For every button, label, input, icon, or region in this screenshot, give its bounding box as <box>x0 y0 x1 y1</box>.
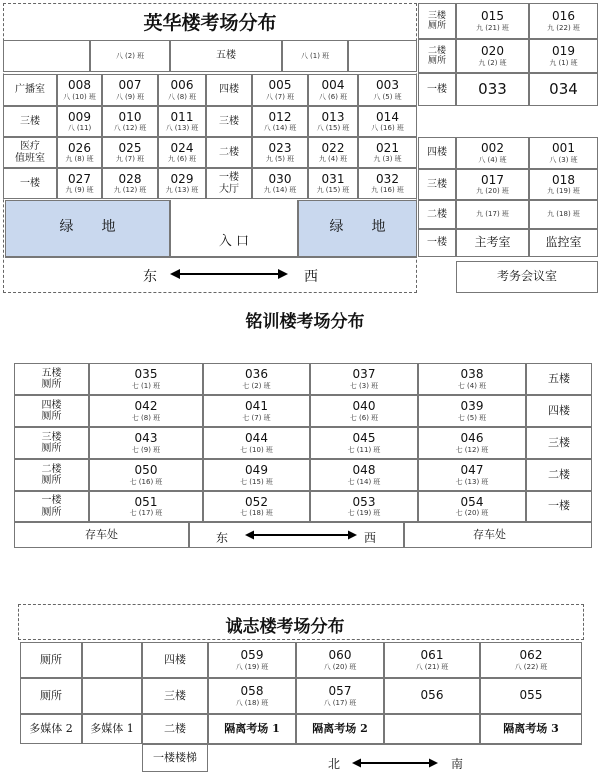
empty-cell <box>3 40 90 72</box>
exam-room: 019 九 (1) 班 <box>529 39 598 73</box>
exam-room: 045 七 (11) 班 <box>310 427 418 459</box>
exam-room: 007 八 (9) 班 <box>102 74 158 106</box>
meeting-room: 考务会议室 <box>456 261 598 293</box>
exam-room: 056 <box>384 678 480 714</box>
exam-room: 046 七 (12) 班 <box>418 427 526 459</box>
toilet-label: 二楼 厕所 <box>418 39 456 73</box>
green-area: 绿 地 <box>5 200 170 257</box>
floor-label: 一楼 <box>418 73 456 106</box>
floor-label: 三楼 <box>206 106 252 137</box>
isolation-room: 隔离考场 1 <box>208 714 296 744</box>
toilet-label: 厕所 <box>20 678 82 714</box>
exam-room: 003 八 (5) 班 <box>358 74 417 106</box>
mingxun-table <box>14 363 592 548</box>
exam-room: 061 八 (21) 班 <box>384 642 480 678</box>
exam-room: 023 九 (5) 班 <box>252 137 308 168</box>
exam-room: 011 八 (13) 班 <box>158 106 206 137</box>
toilet-label: 厕所 <box>20 642 82 678</box>
isolation-room: 隔离考场 3 <box>480 714 582 744</box>
west-label: 西 <box>364 531 377 545</box>
exam-room: 001 八 (3) 班 <box>529 137 598 169</box>
exam-room: 036 七 (2) 班 <box>203 363 310 395</box>
exam-room: 002 八 (4) 班 <box>456 137 529 169</box>
floor-label: 二楼 <box>418 200 456 229</box>
south-label: 南 <box>451 757 464 771</box>
east-label: 东 <box>143 269 157 285</box>
exam-room: 022 九 (4) 班 <box>308 137 358 168</box>
exam-room: 038 七 (4) 班 <box>418 363 526 395</box>
toilet-label: 三楼 厕所 <box>14 427 89 459</box>
exam-room: 031 九 (15) 班 <box>308 168 358 199</box>
exam-room: 016 九 (22) 班 <box>529 3 598 39</box>
chengzhi-title: 诚志楼考场分布 <box>225 617 345 637</box>
empty-cell <box>384 714 480 744</box>
floor-label: 四楼 <box>418 137 456 169</box>
north-label: 北 <box>328 757 341 771</box>
exam-room: 052 七 (18) 班 <box>203 491 310 522</box>
toilet-label: 四楼 厕所 <box>14 395 89 427</box>
bike-parking: 存车处 <box>404 522 592 548</box>
east-west-arrow <box>245 530 357 540</box>
exam-room: 017 九 (20) 班 <box>456 169 529 200</box>
exam-room: 027 九 (9) 班 <box>57 168 102 199</box>
exam-room: 028 九 (12) 班 <box>102 168 158 199</box>
exam-room: 004 八 (6) 班 <box>308 74 358 106</box>
exam-room: 013 八 (15) 班 <box>308 106 358 137</box>
entrance: 入 口 <box>170 200 298 257</box>
exam-room: 043 七 (9) 班 <box>89 427 203 459</box>
media-room: 多媒体 2 <box>20 714 82 744</box>
class-cell: 八 (1) 班 <box>282 40 348 72</box>
exam-room: 040 七 (6) 班 <box>310 395 418 427</box>
exam-room: 034 <box>529 73 598 106</box>
exam-room: 010 八 (12) 班 <box>102 106 158 137</box>
exam-room: 015 九 (21) 班 <box>456 3 529 39</box>
lobby-label: 一楼 大厅 <box>206 168 252 199</box>
east-label: 东 <box>216 531 229 545</box>
main-exam-room: 主考室 <box>456 229 529 257</box>
exam-room: 020 九 (2) 班 <box>456 39 529 73</box>
exam-room: 047 七 (13) 班 <box>418 459 526 491</box>
floor-label: 三楼 <box>526 427 592 459</box>
exam-room: 054 七 (20) 班 <box>418 491 526 522</box>
toilet-label: 五楼 厕所 <box>14 363 89 395</box>
toilet-label: 三楼 厕所 <box>418 3 456 39</box>
floor-label: 三楼 <box>3 106 57 137</box>
floor-label: 四楼 <box>206 74 252 106</box>
empty-cell <box>82 642 142 678</box>
exam-room: 060 八 (20) 班 <box>296 642 384 678</box>
exam-room: 059 八 (19) 班 <box>208 642 296 678</box>
exam-room: 037 七 (3) 班 <box>310 363 418 395</box>
exam-room: 009 八 (11) <box>57 106 102 137</box>
floor-label: 五楼 <box>526 363 592 395</box>
west-label: 西 <box>304 269 318 285</box>
toilet-label: 二楼 厕所 <box>14 459 89 491</box>
yinghua-title: 英华楼考场分布 <box>143 12 277 34</box>
exam-room: 005 八 (7) 班 <box>252 74 308 106</box>
broadcast-room: 广播室 <box>3 74 57 106</box>
exam-room: 014 八 (16) 班 <box>358 106 417 137</box>
green-area: 绿 地 <box>298 200 417 257</box>
exam-room: 035 七 (1) 班 <box>89 363 203 395</box>
exam-room: 021 九 (3) 班 <box>358 137 417 168</box>
floor-label: 二楼 <box>142 714 208 744</box>
floor-label: 三楼 <box>418 169 456 200</box>
east-west-arrow <box>170 268 288 280</box>
exam-room: 024 九 (6) 班 <box>158 137 206 168</box>
floor-label: 三楼 <box>142 678 208 714</box>
floor-label: 一楼 <box>526 491 592 522</box>
floor-label: 一楼 <box>418 229 456 257</box>
exam-room: 062 八 (22) 班 <box>480 642 582 678</box>
exam-room: 018 九 (19) 班 <box>529 169 598 200</box>
stairs-label: 一楼楼梯 <box>142 744 208 772</box>
toilet-label: 一楼 厕所 <box>14 491 89 522</box>
class-cell: 八 (2) 班 <box>90 40 170 72</box>
exam-room: 032 九 (16) 班 <box>358 168 417 199</box>
floor-label: 二楼 <box>206 137 252 168</box>
exam-room: 033 <box>456 73 529 106</box>
exam-room: 048 七 (14) 班 <box>310 459 418 491</box>
exam-room: 030 九 (14) 班 <box>252 168 308 199</box>
class-cell: 九 (18) 班 <box>529 200 598 229</box>
empty-cell <box>348 40 417 72</box>
exam-room: 039 七 (5) 班 <box>418 395 526 427</box>
floor-label: 四楼 <box>142 642 208 678</box>
exam-room: 029 九 (13) 班 <box>158 168 206 199</box>
exam-room: 051 七 (17) 班 <box>89 491 203 522</box>
exam-room: 044 七 (10) 班 <box>203 427 310 459</box>
empty-cell <box>82 678 142 714</box>
bike-parking: 存车处 <box>14 522 189 548</box>
class-cell: 九 (17) 班 <box>456 200 529 229</box>
isolation-room: 隔离考场 2 <box>296 714 384 744</box>
exam-room: 055 <box>480 678 582 714</box>
chengzhi-table <box>20 642 598 772</box>
exam-room: 012 八 (14) 班 <box>252 106 308 137</box>
floor-label: 二楼 <box>526 459 592 491</box>
exam-room: 041 七 (7) 班 <box>203 395 310 427</box>
exam-room: 058 八 (18) 班 <box>208 678 296 714</box>
exam-room: 042 七 (8) 班 <box>89 395 203 427</box>
exam-room: 050 七 (16) 班 <box>89 459 203 491</box>
monitor-room: 监控室 <box>529 229 598 257</box>
floor-label: 四楼 <box>526 395 592 427</box>
exam-room: 049 七 (15) 班 <box>203 459 310 491</box>
exam-room: 026 九 (8) 班 <box>57 137 102 168</box>
exam-room: 006 八 (8) 班 <box>158 74 206 106</box>
exam-room: 053 七 (19) 班 <box>310 491 418 522</box>
floor-label: 一楼 <box>3 168 57 199</box>
media-room: 多媒体 1 <box>82 714 142 744</box>
mingxun-title: 铭训楼考场分布 <box>245 312 365 332</box>
exam-room: 008 八 (10) 班 <box>57 74 102 106</box>
exam-room: 057 八 (17) 班 <box>296 678 384 714</box>
north-south-arrow <box>352 758 438 768</box>
exam-room: 025 九 (7) 班 <box>102 137 158 168</box>
clinic-room: 医疗 值班室 <box>3 137 57 168</box>
floor-label: 五楼 <box>170 40 282 72</box>
